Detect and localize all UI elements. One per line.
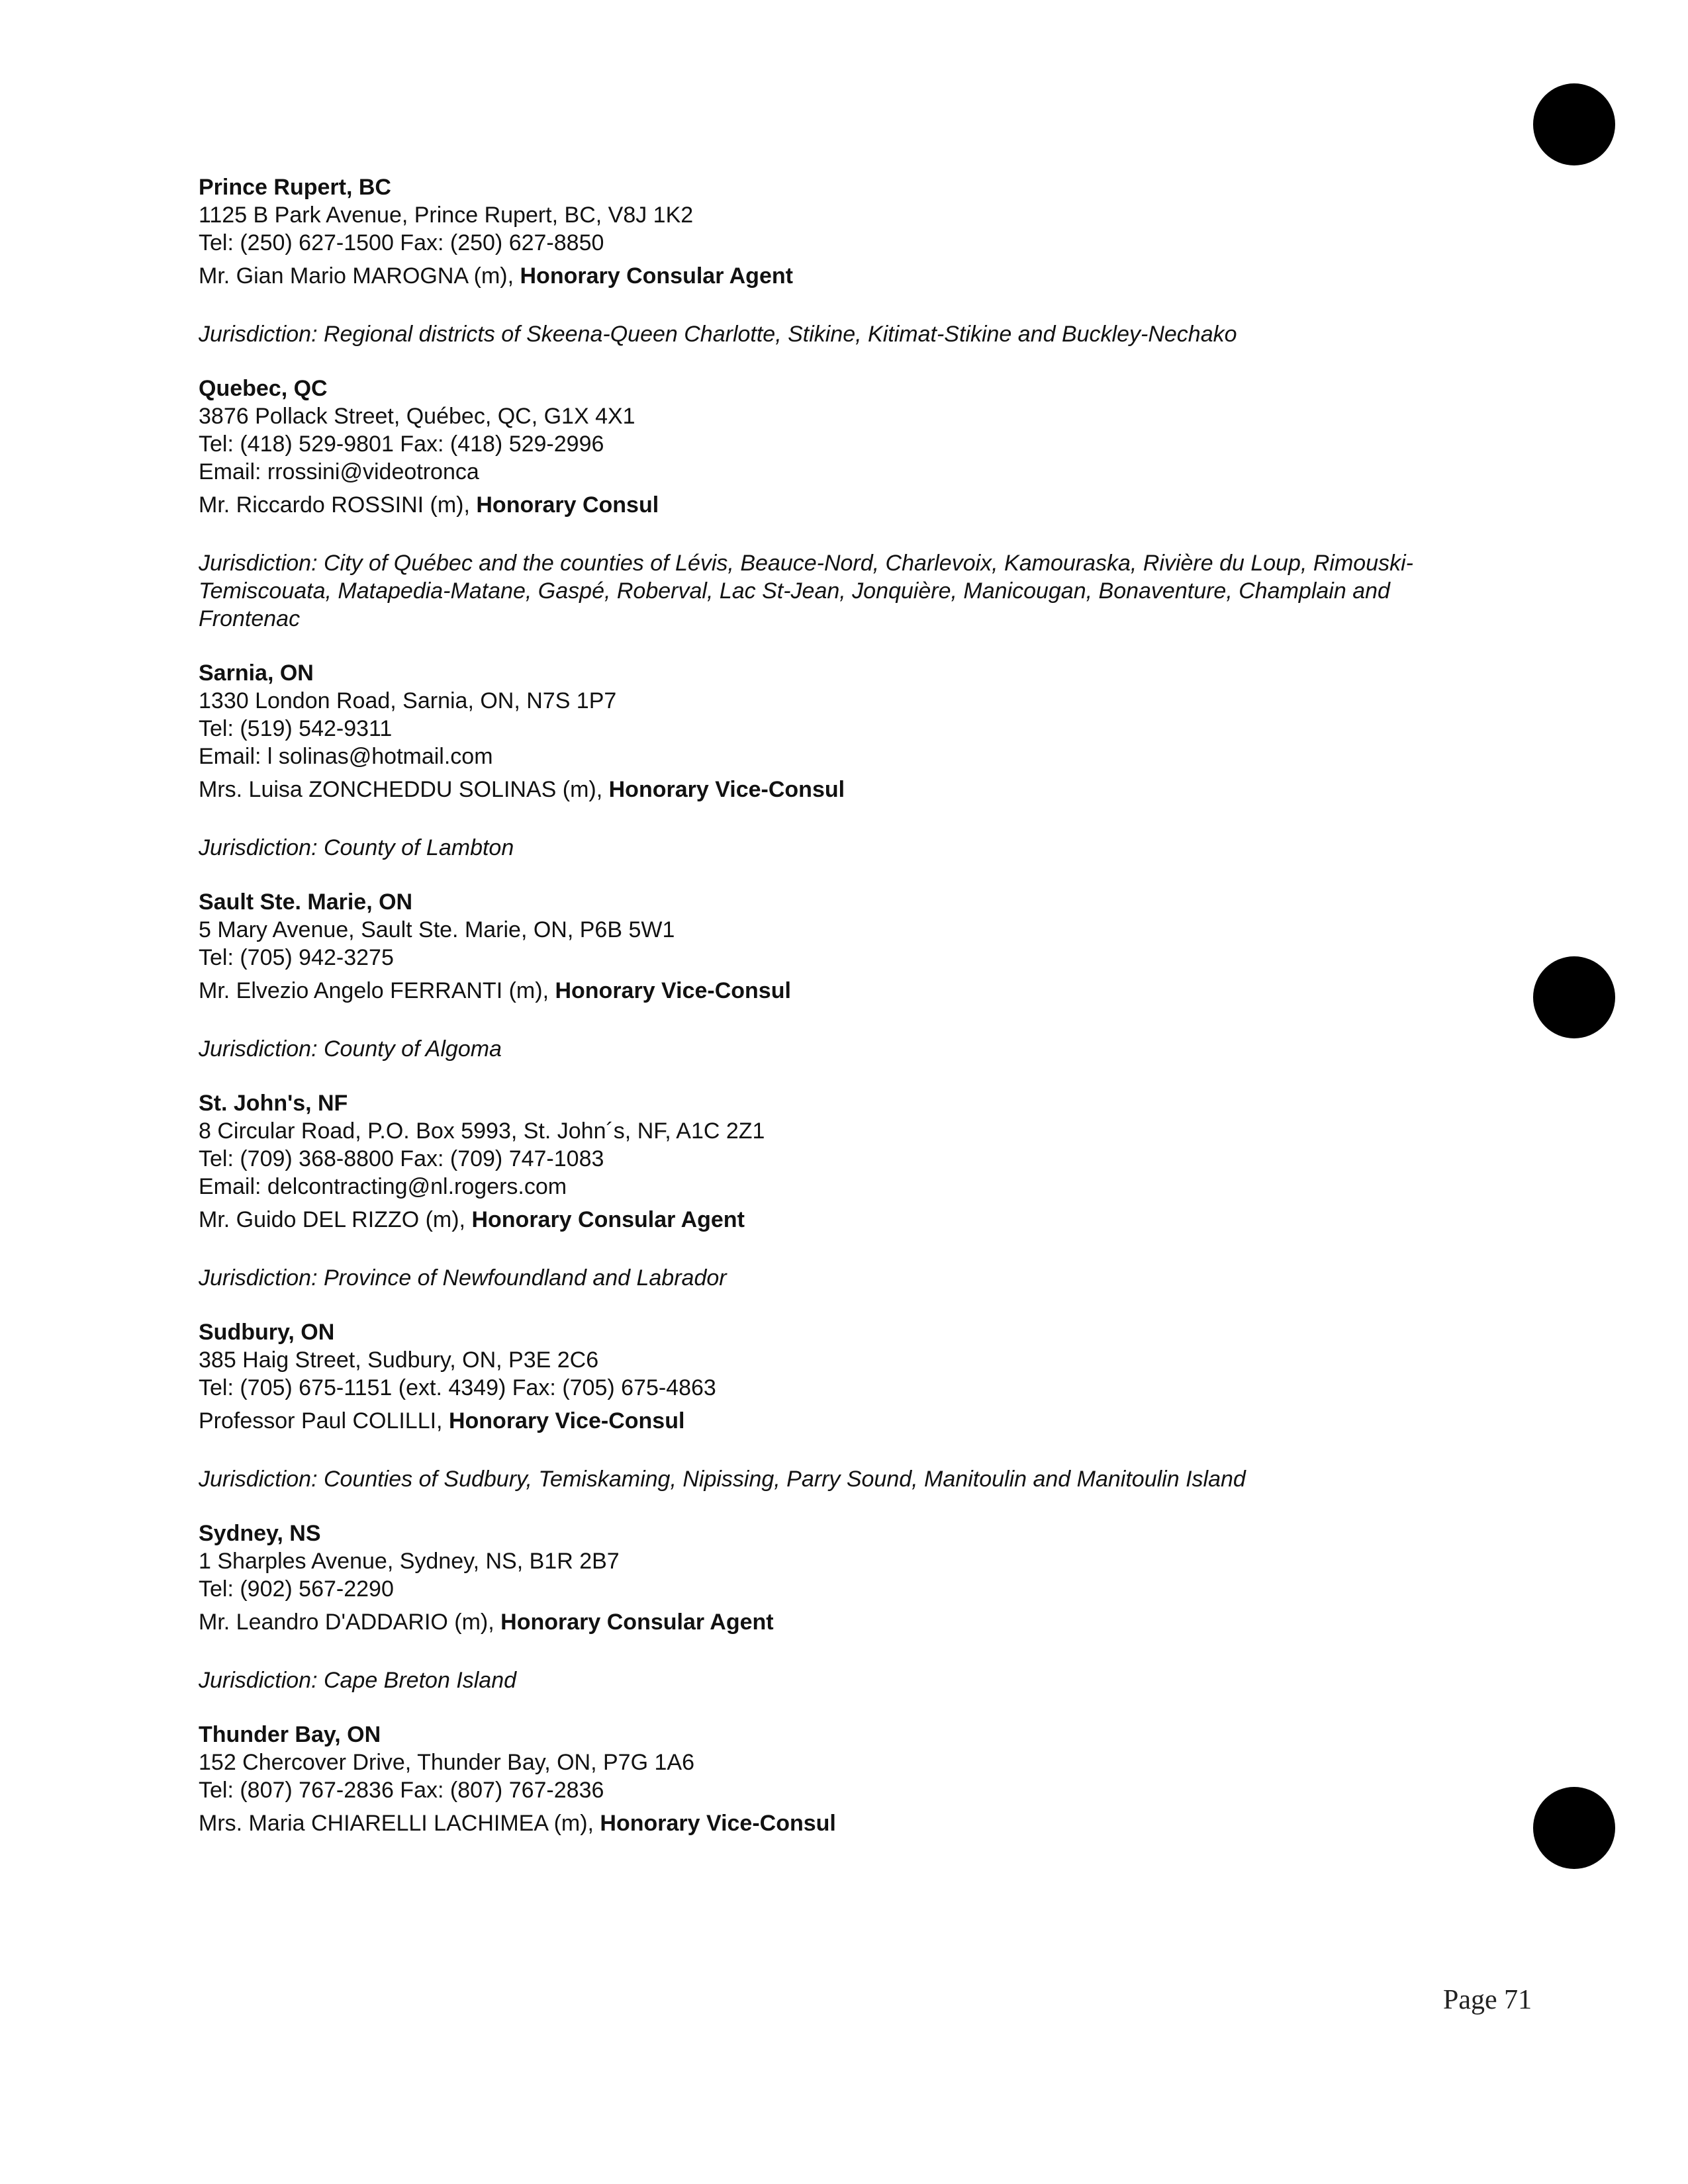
jurisdiction-text: Jurisdiction: Cape Breton Island (199, 1668, 517, 1693)
official-title: Honorary Vice-Consul (608, 777, 845, 802)
email-line: Email: rrossini@videotronca (199, 459, 479, 484)
jurisdiction-text: Jurisdiction: Counties of Sudbury, Temiskaming, Nipissing, Parry Sound, Manitoulin and Manitoulin Island (199, 1467, 1246, 1492)
official-name: Mr. Leandro D'ADDARIO (m), (199, 1610, 501, 1635)
phone-line: Tel: (705) 675-1151 (ext. 4349) Fax: (705) 675-4863 (199, 1375, 716, 1400)
address-line: 1 Sharples Avenue, Sydney, NS, B1R 2B7 (199, 1549, 620, 1574)
phone-line: Tel: (250) 627-1500 Fax: (250) 627-8850 (199, 230, 604, 255)
jurisdiction-text: Jurisdiction: Province of Newfoundland and Labrador (199, 1265, 727, 1291)
phone-line: Tel: (418) 529-9801 Fax: (418) 529-2996 (199, 432, 604, 457)
city-heading: Quebec, QC (199, 376, 328, 401)
phone-line: Tel: (902) 567-2290 (199, 1576, 394, 1602)
official-title: Honorary Vice-Consul (555, 978, 791, 1003)
city-heading: St. John's, NF (199, 1091, 348, 1116)
official-line (199, 1407, 1496, 1435)
city-heading: Thunder Bay, ON (199, 1722, 381, 1747)
page-number: Page 71 (1443, 1985, 1532, 2015)
city-heading: Sault Ste. Marie, ON (199, 889, 413, 915)
official-name: Mr. Riccardo ROSSINI (m), (199, 492, 477, 518)
entry-prince-rupert (199, 173, 1496, 348)
official-line (199, 1206, 1496, 1234)
punch-hole-bottom (1533, 1787, 1615, 1869)
entry-thunder-bay (199, 1721, 1496, 1837)
address-line: 8 Circular Road, P.O. Box 5993, St. John´s, NF, A1C 2Z1 (199, 1118, 765, 1144)
official-name: Mr. Gian Mario MAROGNA (m), (199, 263, 520, 289)
phone-line: Tel: (519) 542-9311 (199, 716, 393, 741)
official-line (199, 491, 1496, 519)
official-line (199, 262, 1496, 290)
email-line: Email: delcontracting@nl.rogers.com (199, 1174, 567, 1199)
phone-line: Tel: (709) 368-8800 Fax: (709) 747-1083 (199, 1146, 604, 1171)
punch-hole-middle (1533, 956, 1615, 1038)
official-line (199, 776, 1496, 803)
official-name: Mrs. Luisa ZONCHEDDU SOLINAS (m), (199, 777, 609, 802)
entry-st-johns (199, 1089, 1496, 1292)
official-line (199, 1809, 1496, 1837)
official-title: Honorary Consular Agent (500, 1610, 774, 1635)
city-heading: Sudbury, ON (199, 1320, 335, 1345)
address-line: 5 Mary Avenue, Sault Ste. Marie, ON, P6B 5W1 (199, 917, 675, 942)
consular-directory (199, 173, 1496, 1837)
address-line: 152 Chercover Drive, Thunder Bay, ON, P7G 1A6 (199, 1750, 694, 1775)
official-name: Professor Paul COLILLI, (199, 1408, 449, 1433)
entry-sudbury (199, 1318, 1496, 1493)
official-title: Honorary Consular Agent (471, 1207, 745, 1232)
address-line: 1330 London Road, Sarnia, ON, N7S 1P7 (199, 688, 617, 713)
official-title: Honorary Consul (476, 492, 659, 518)
entry-sarnia (199, 659, 1496, 862)
jurisdiction-text: Jurisdiction: City of Québec and the counties of Lévis, Beauce-Nord, Charlevoix, Kamouraska, Rivière du Loup, Rimouski-Temiscouata, Matapedia-Matane, Gaspé, Roberval, Lac St-Jean, Jonquière, Manicougan, Bonaventure, Champlain and Frontenac (199, 551, 1413, 631)
email-line: Email: l solinas@hotmail.com (199, 744, 493, 769)
official-title: Honorary Consular Agent (520, 263, 793, 289)
official-line (199, 977, 1496, 1005)
entry-sydney (199, 1520, 1496, 1694)
city-heading: Sydney, NS (199, 1521, 321, 1546)
city-heading: Prince Rupert, BC (199, 175, 391, 200)
address-line: 1125 B Park Avenue, Prince Rupert, BC, V8J 1K2 (199, 203, 694, 228)
official-title: Honorary Vice-Consul (448, 1408, 685, 1433)
phone-line: Tel: (705) 942-3275 (199, 945, 394, 970)
jurisdiction-text: Jurisdiction: County of Algoma (199, 1036, 502, 1062)
address-line: 385 Haig Street, Sudbury, ON, P3E 2C6 (199, 1347, 599, 1373)
official-name: Mr. Elvezio Angelo FERRANTI (m), (199, 978, 555, 1003)
entry-quebec (199, 375, 1496, 633)
phone-line: Tel: (807) 767-2836 Fax: (807) 767-2836 (199, 1778, 604, 1803)
city-heading: Sarnia, ON (199, 660, 314, 686)
official-line (199, 1608, 1496, 1636)
jurisdiction-text: Jurisdiction: County of Lambton (199, 835, 514, 860)
punch-hole-top (1533, 83, 1615, 165)
official-name: Mrs. Maria CHIARELLI LACHIMEA (m), (199, 1811, 600, 1836)
jurisdiction-text: Jurisdiction: Regional districts of Skeena-Queen Charlotte, Stikine, Kitimat-Stikine and Buckley-Nechako (199, 322, 1237, 347)
entry-sault-ste-marie (199, 888, 1496, 1063)
address-line: 3876 Pollack Street, Québec, QC, G1X 4X1 (199, 404, 635, 429)
official-title: Honorary Vice-Consul (600, 1811, 836, 1836)
official-name: Mr. Guido DEL RIZZO (m), (199, 1207, 472, 1232)
